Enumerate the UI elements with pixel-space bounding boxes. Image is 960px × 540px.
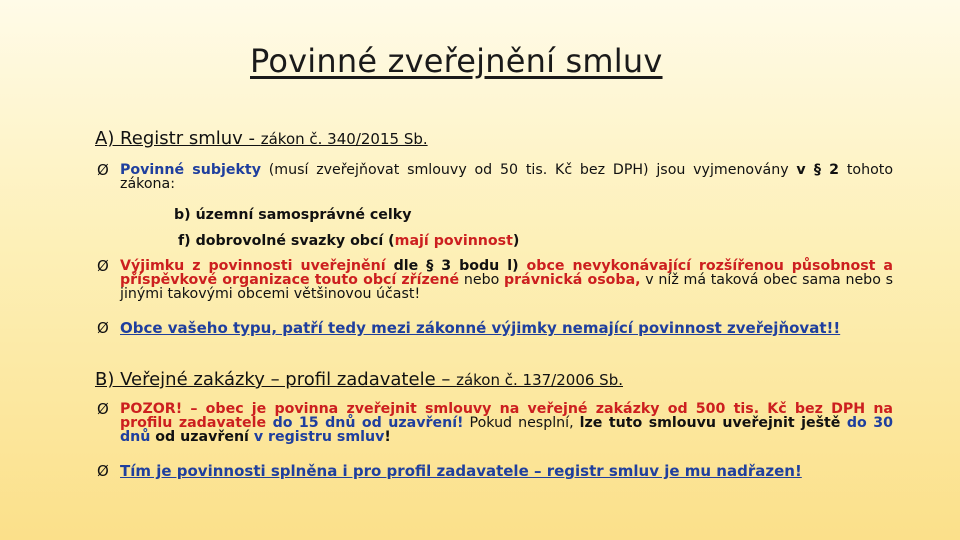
- warning-if-not: Pokud nesplní,: [463, 415, 580, 431]
- conclusion-a-text: Obce vašeho typu, patří tedy mezi zákonné výjimky nemající povinnost zveřejňovat!!: [120, 319, 841, 337]
- mandatory-subjects-label: Povinné subjekty: [120, 162, 261, 178]
- warning-deadline: do 15 dnů od uzavření!: [266, 415, 464, 431]
- arrow-bullet-icon: Ø: [97, 161, 109, 179]
- arrow-bullet-icon: Ø: [97, 319, 109, 337]
- arrow-bullet-icon: Ø: [97, 462, 109, 480]
- warning-exclaim: !: [384, 429, 391, 445]
- section-b-heading: [95, 369, 623, 390]
- section-b-heading-text: B) Veřejné zakázky – profil zadavatele –: [95, 369, 457, 390]
- section-b-law: zákon č. 137/2006 Sb.: [456, 371, 623, 389]
- warning-30-days: do 30 dnů: [120, 415, 893, 445]
- warning-can-publish: lze tuto smlouvu uveřejnit ještě: [579, 415, 841, 431]
- warning-text: POZOR! – obec je povinna zveřejnit smlouvy na veřejné zakázky od 500 tis. Kč bez DPH na profilu zadavatele: [120, 401, 893, 431]
- bullet-exemption: [97, 259, 893, 301]
- sub-item-f-close: ): [512, 233, 520, 249]
- arrow-bullet-icon: Ø: [97, 257, 109, 275]
- section-a-heading: [95, 128, 428, 149]
- bullet-body: [120, 163, 893, 191]
- exemption-ref: dle § 3 bodu l): [385, 258, 527, 274]
- arrow-bullet-icon: Ø: [97, 400, 109, 418]
- paragraph-ref: v § 2: [796, 162, 840, 178]
- warning-from-conclusion: od uzavření: [150, 429, 249, 445]
- bullet-body: [120, 259, 893, 301]
- exemption-or: nebo: [459, 272, 504, 288]
- conclusion-b-text: Tím je povinnosti splněna i pro profil zadavatele – registr smluv je mu nadřazen!: [120, 462, 802, 480]
- bullet-body: [120, 402, 893, 444]
- bullet-conclusion-b: [97, 464, 893, 478]
- section-a-heading-text: A) Registr smluv -: [95, 128, 261, 149]
- sub-item-f-duty: mají povinnost: [394, 233, 513, 249]
- sub-item-b: b) územní samosprávné celky: [174, 207, 412, 223]
- bullet-mandatory-subjects: [97, 163, 893, 191]
- slide-title: Povinné zveřejnění smluv: [250, 42, 663, 80]
- warning-registry: v registru smluv: [248, 429, 385, 445]
- exemption-label: Výjimku z povinnosti uveřejnění: [120, 258, 386, 274]
- mandatory-subjects-text: (musí zveřejňovat smlouvy od 50 tis. Kč bez DPH) jsou vyjmenovány: [260, 162, 797, 178]
- bullet-conclusion-a: [97, 321, 893, 335]
- exemption-tail: v níž má taková obec sama nebo s jinými takovými obcemi většinovou účast!: [120, 272, 893, 302]
- sub-item-f-text: f) dobrovolné svazky obcí (: [178, 233, 395, 249]
- bullet-warning: [97, 402, 893, 444]
- exemption-subjects: obce nevykonávající rozšířenou působnost a příspěvkové organizace touto obcí zřízené: [120, 258, 893, 288]
- mandatory-subjects-tail: tohoto zákona:: [120, 162, 893, 192]
- sub-item-f: [178, 233, 519, 249]
- exemption-legal-person: právnická osoba,: [503, 272, 641, 288]
- section-a-law: zákon č. 340/2015 Sb.: [260, 130, 428, 148]
